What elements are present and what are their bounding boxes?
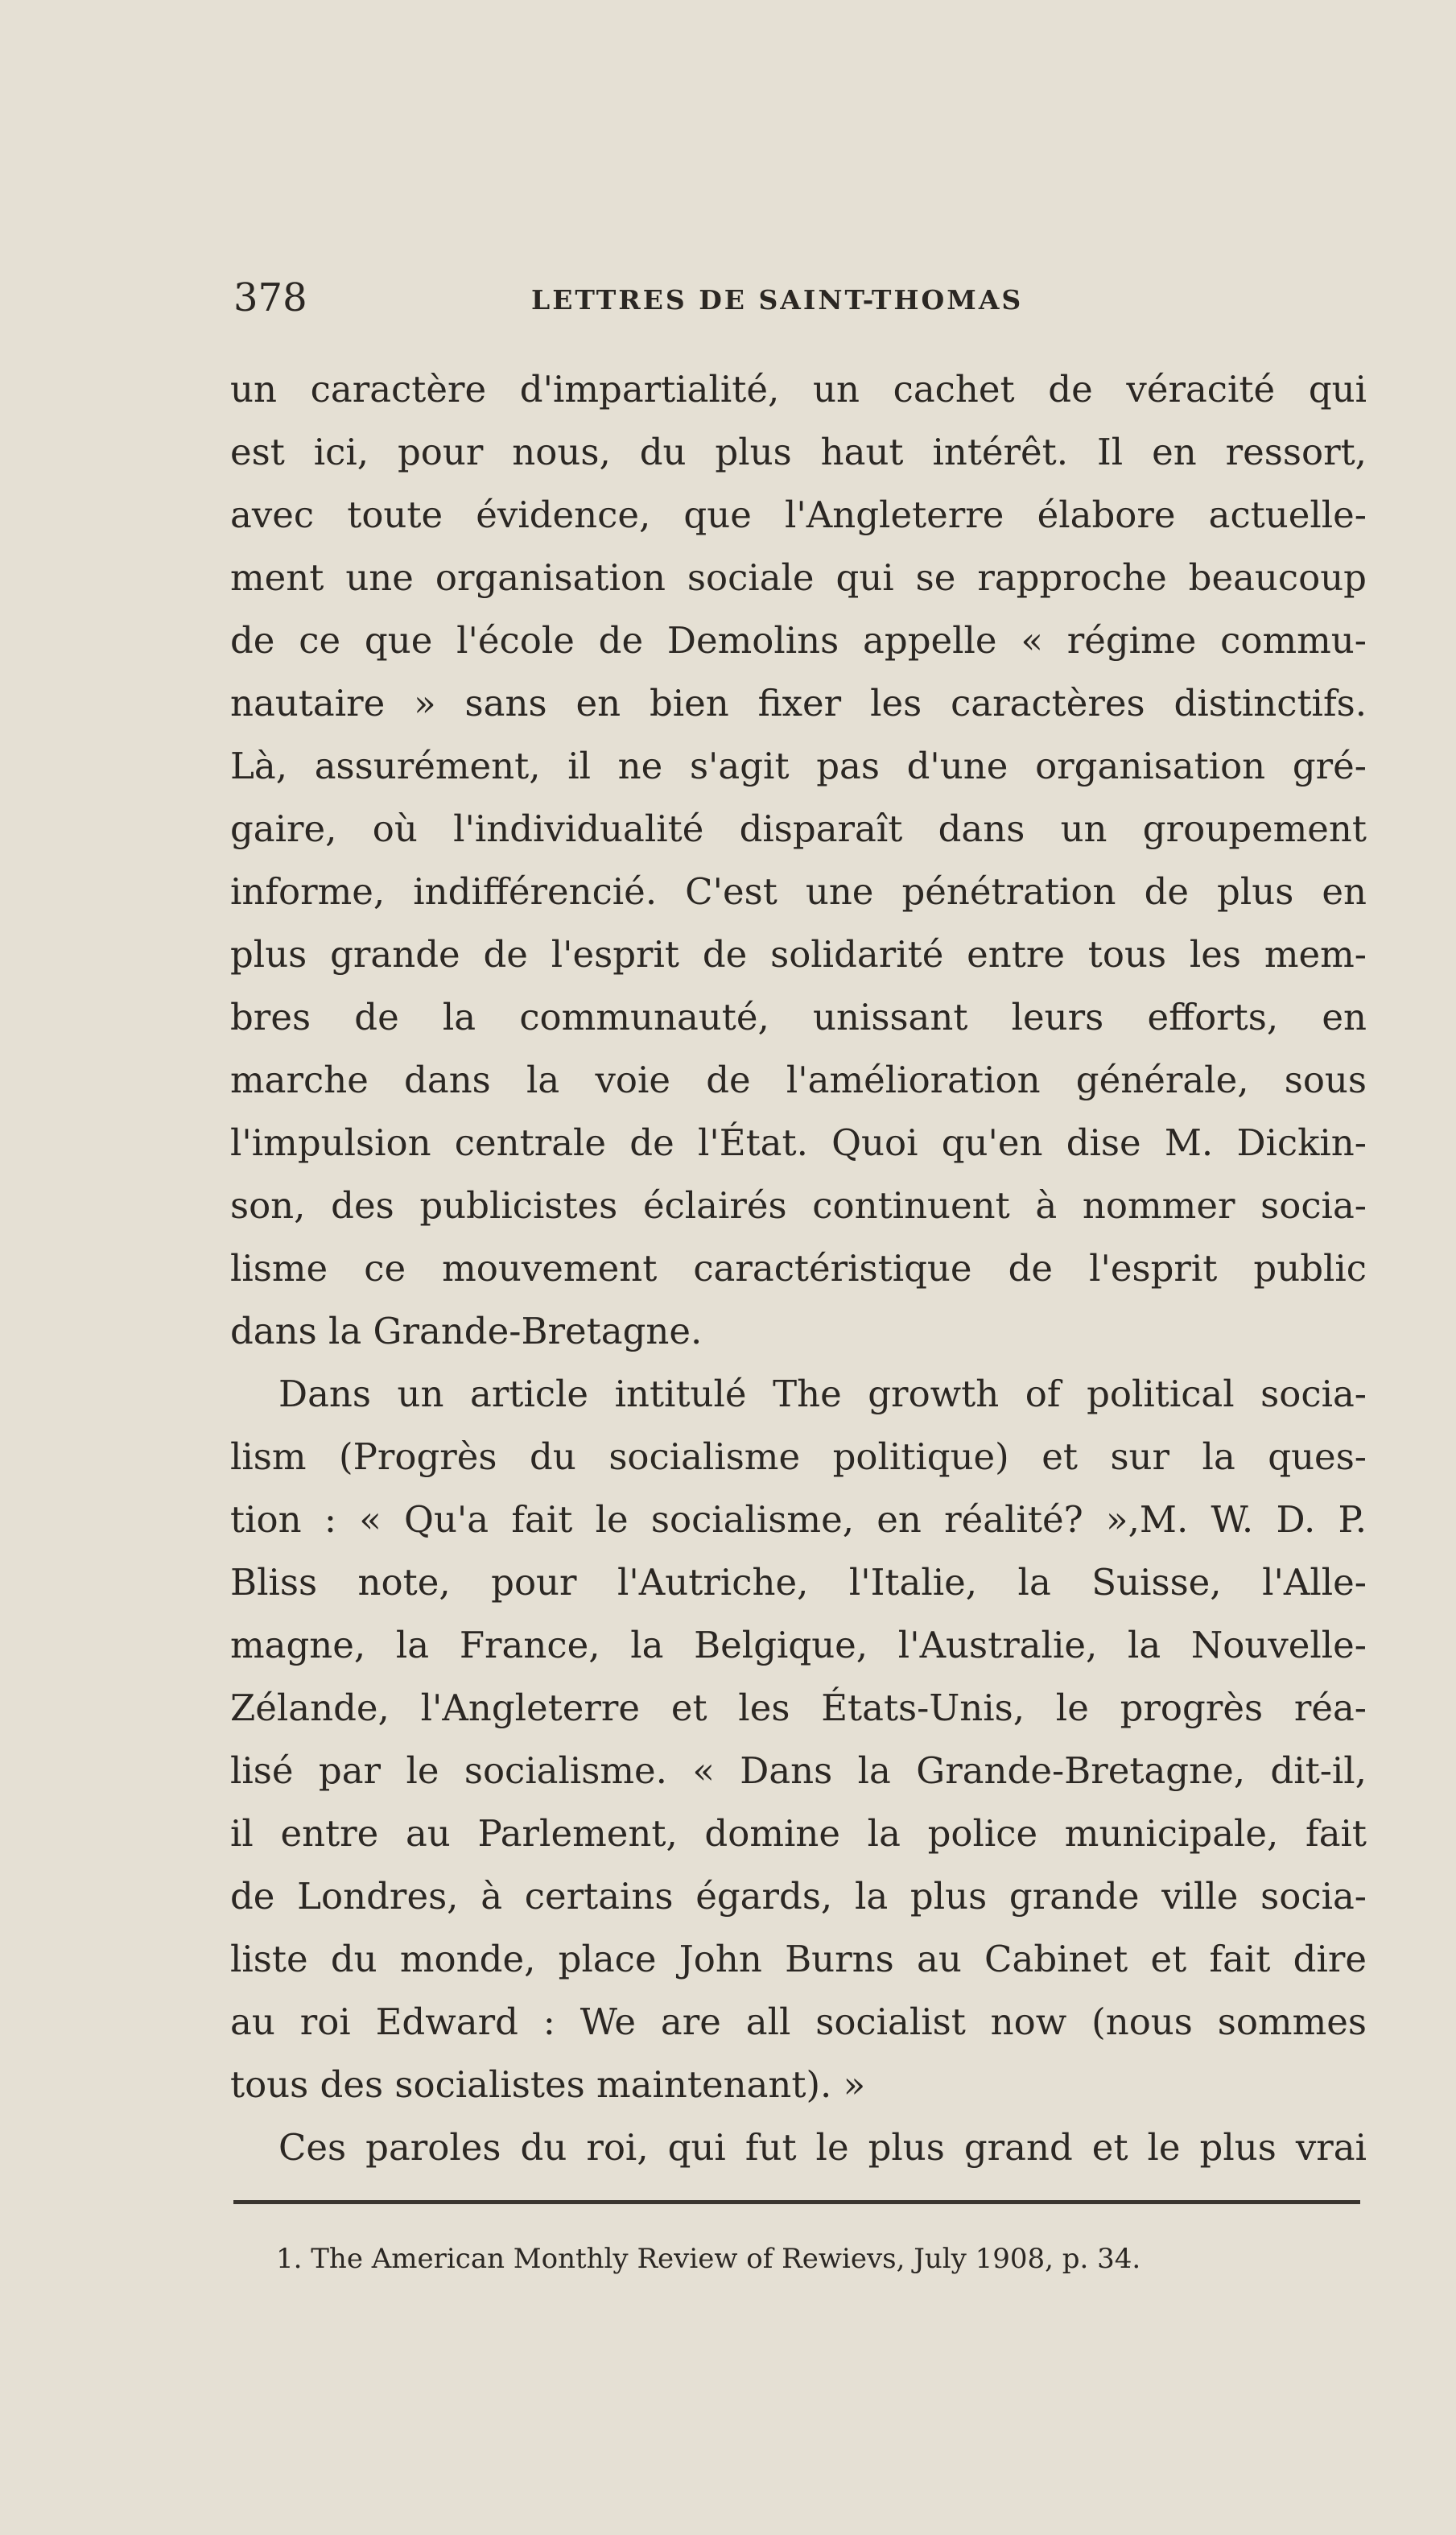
text-line: dans la Grande-Bretagne. xyxy=(230,1310,703,1352)
page-number: 378 xyxy=(233,275,307,320)
text-line: de ce que l'école de Demolins appelle « régime commu- xyxy=(230,619,1367,662)
text-line: plus grande de l'esprit de solidarité entre tous les mem- xyxy=(230,933,1367,976)
text-line: Là, assurément, il ne s'agit pas d'une organisation gré- xyxy=(230,745,1367,787)
text-line: un caractère d'impartialité, un cachet de véracité qui xyxy=(230,368,1367,411)
text-line: Ces paroles du roi, qui fut le plus grand et le plus vrai xyxy=(278,2126,1367,2169)
footnote-rule xyxy=(233,2200,1360,2204)
text-line: nautaire » sans en bien fixer les caractères distinctifs. xyxy=(230,682,1367,725)
text-line: magne, la France, la Belgique, l'Australie, la Nouvelle- xyxy=(230,1624,1367,1666)
text-line: lisme ce mouvement caractéristique de l'esprit public xyxy=(230,1247,1367,1290)
text-line: son, des publicistes éclairés continuent à nommer socia- xyxy=(230,1184,1367,1227)
text-line: Bliss note, pour l'Autriche, l'Italie, la Suisse, l'Alle- xyxy=(230,1561,1367,1604)
text-line: lisé par le socialisme. « Dans la Grande-Bretagne, dit-il, xyxy=(230,1749,1367,1792)
text-line: Zélande, l'Angleterre et les États-Unis, le progrès réa- xyxy=(230,1687,1367,1729)
text-line: lism (Progrès du socialisme politique) et sur la ques- xyxy=(230,1435,1367,1478)
text-line: gaire, où l'individualité disparaît dans un groupement xyxy=(230,807,1367,850)
text-line: Dans un article intitulé The growth of political socia- xyxy=(278,1373,1367,1415)
page-header xyxy=(233,270,1368,326)
text-line: tous des socialistes maintenant). » xyxy=(230,2063,866,2106)
text-line: est ici, pour nous, du plus haut intérêt. Il en ressort, xyxy=(230,431,1367,473)
text-line: ment une organisation sociale qui se rapproche beaucoup xyxy=(230,556,1367,599)
text-line: tion : « Qu'a fait le socialisme, en réalité? »,M. W. D. P. xyxy=(230,1498,1367,1541)
text-line: de Londres, à certains égards, la plus grande ville socia- xyxy=(230,1875,1367,1918)
text-line: marche dans la voie de l'amélioration générale, sous xyxy=(230,1059,1367,1101)
running-title: LETTRES DE SAINT-THOMAS xyxy=(531,284,1024,316)
footnote: 1. The American Monthly Review of Rewievs, July 1908, p. 34. xyxy=(276,2243,1141,2275)
text-line: il entre au Parlement, domine la police municipale, fait xyxy=(230,1812,1367,1855)
text-line: informe, indifférencié. C'est une pénétration de plus en xyxy=(230,870,1367,913)
text-line: bres de la communauté, unissant leurs efforts, en xyxy=(230,996,1367,1038)
text-line: au roi Edward : We are all socialist now (nous sommes xyxy=(230,2000,1367,2043)
text-line: avec toute évidence, que l'Angleterre élabore actuelle- xyxy=(230,493,1367,536)
text-line: l'impulsion centrale de l'État. Quoi qu'en dise M. Dickin- xyxy=(230,1121,1367,1164)
text-line: liste du monde, place John Burns au Cabinet et fait dire xyxy=(230,1938,1367,1980)
body-text xyxy=(230,358,1367,2179)
